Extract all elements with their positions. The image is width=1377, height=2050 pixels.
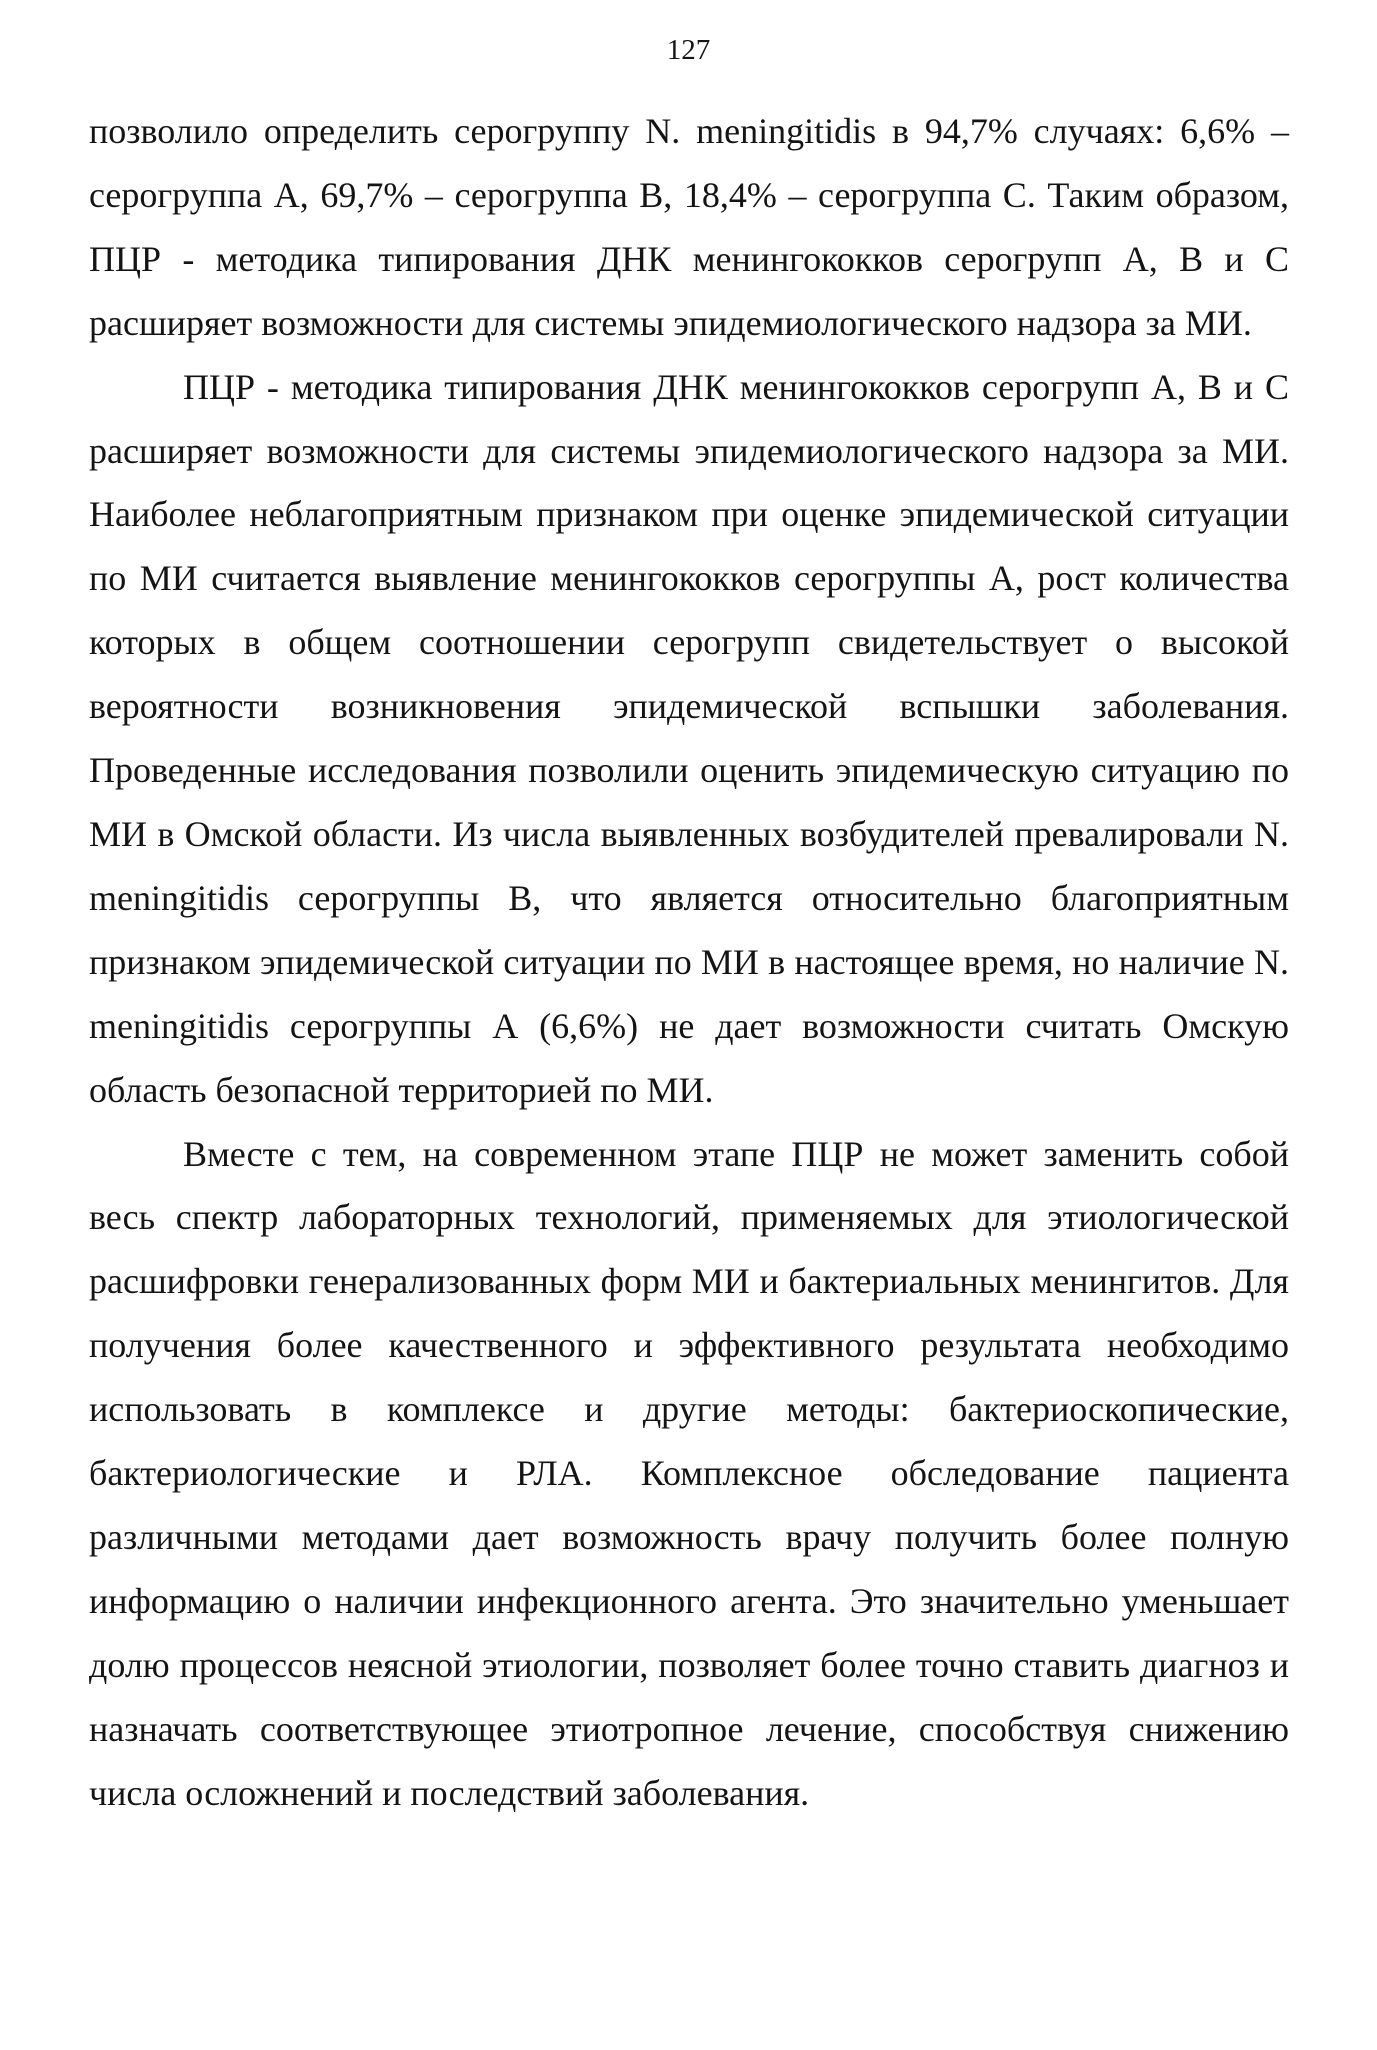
paragraph-continuation: позволило определить серогруппу N. meningitidis в 94,7% случаях: 6,6% – серогруппа А, 69,7% – серогруппа В, 18,4% – серогруппа С. Таким образом, ПЦР - методика типирования ДНК менингококков серогрупп А, В и С расширяет возможности для системы эпидемиологического надзора за МИ.: [89, 111, 1289, 343]
page-number: 127: [666, 34, 711, 66]
body-text: [89, 100, 1289, 1825]
paragraph-pcr-method: ПЦР - методика типирования ДНК менингококков серогрупп А, В и С расширяет возможности для системы эпидемиологического надзора за МИ. Наиболее неблагоприятным признаком при оценке эпидемической ситуации по МИ считается выявление менингококков серогруппы А, рост количества которых в общем соотношении серогрупп свидетельствует о высокой вероятности возникновения эпидемической вспышки заболевания. Проведенные исследования позволили оценить эпидемическую ситуацию по МИ в Омской области. Из числа выявленных возбудителей превалировали N. meningitidis серогруппы В, что является относительно благоприятным признаком эпидемической ситуации по МИ в настоящее время, но наличие N. meningitidis серогруппы А (6,6%) не дает возможности считать Омскую область безопасной территорией по МИ.: [89, 366, 1289, 1110]
paragraph-complex-methods: Вместе с тем, на современном этапе ПЦР не может заменить собой весь спектр лабораторных технологий, применяемых для этиологической расшифровки генерализованных форм МИ и бактериальных менингитов. Для получения более качественного и эффективного результата необходимо использовать в комплексе и другие методы: бактериоскопические, бактериологические и РЛА. Комплексное обследование пациента различными методами дает возможность врачу получить более полную информацию о наличии инфекционного агента. Это значительно уменьшает долю процессов неясной этиологии, позволяет более точно ставить диагноз и назначать соответствующее этиотропное лечение, способствуя снижению числа осложнений и последствий заболевания.: [89, 1133, 1289, 1813]
